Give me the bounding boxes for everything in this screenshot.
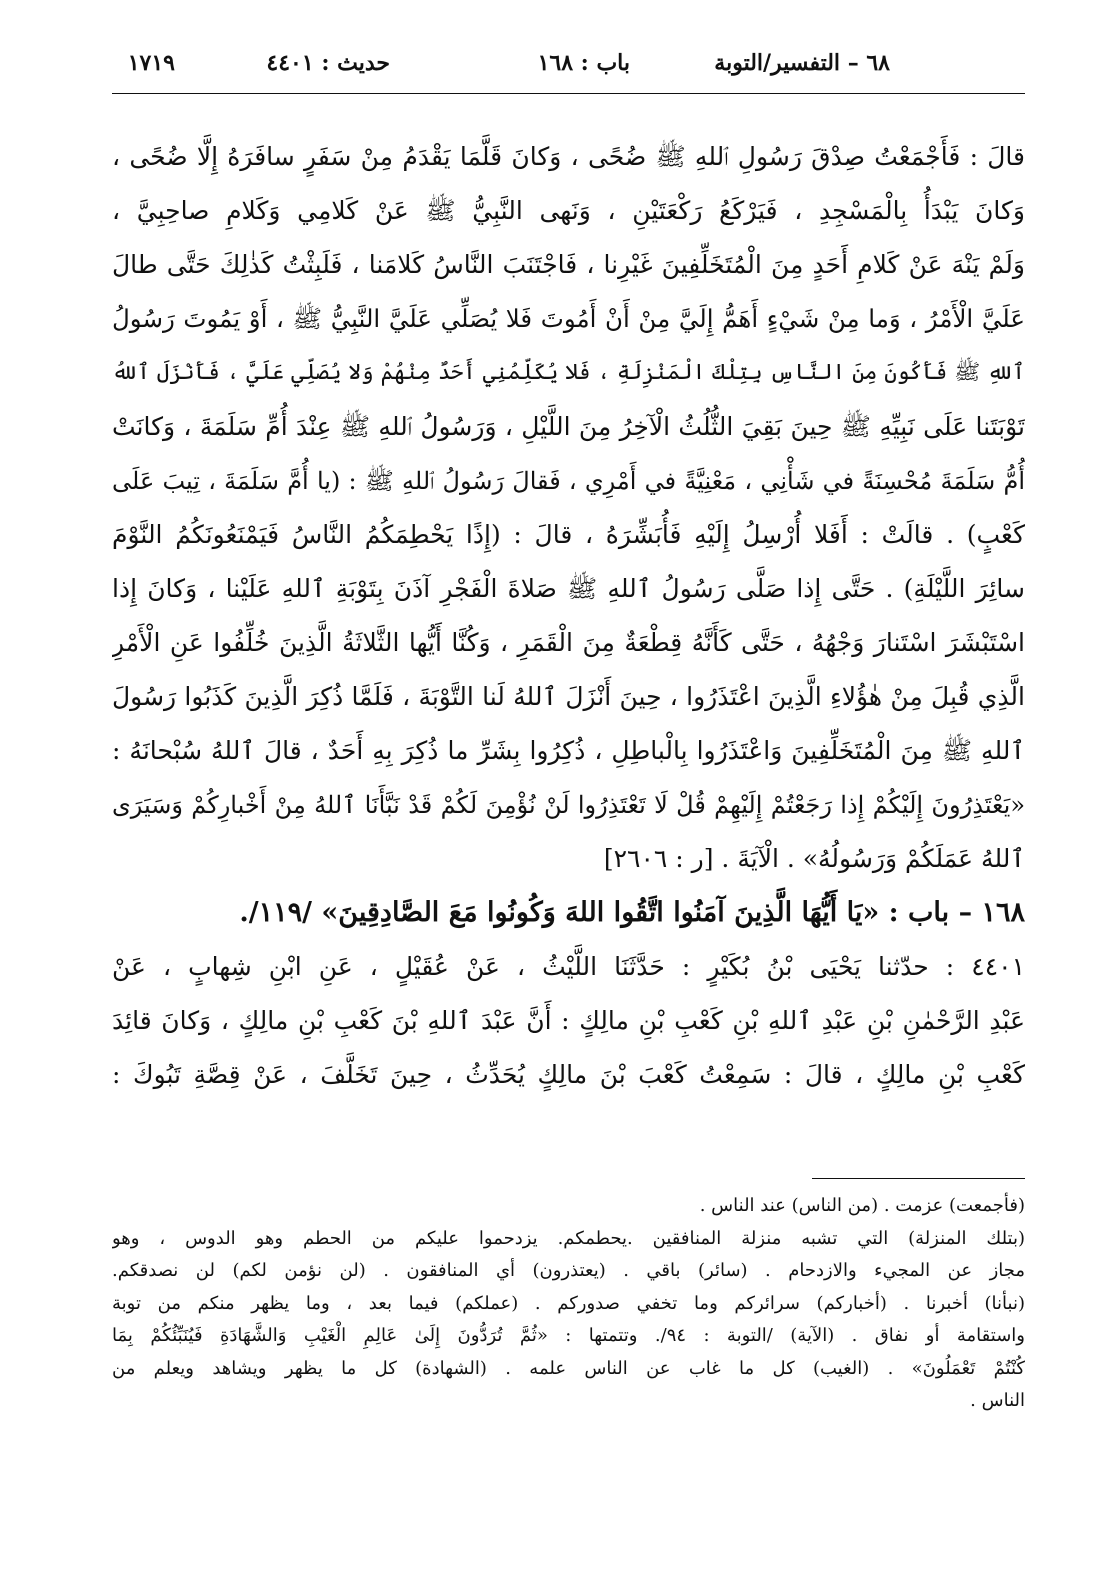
footnote-line: واستقامة أو نفاق . (الآية) /التوبة : ٩٤/. وتتمتها : «ثُمَّ تُرَدُّونَ إِلَىٰ عَالِمِ الْغَيْبِ وَالشَّهَادَةِ فَيُنَبِّئُكُمْ بِمَا <box>112 1325 1025 1346</box>
header-hadith-number: حديث : ٤٤٠١ <box>266 50 390 76</box>
text-line: ٱللهُ عَمَلَكُمْ وَرَسُولُهُ» . الْآيَةَ . [ر : ٢٦٠٦] <box>603 844 1025 873</box>
text-line: اسْتَبْشَرَ اسْتَنارَ وَجْهُهُ ، حَتَّى كَأَنَّهُ قِطْعَةٌ مِنَ الْقَمَرِ ، وَكُنَّا أَيُّها الثَّلاثَةُ الَّذِينَ خُلِّفُوا عَنِ الْأَمْرِ <box>112 628 1025 657</box>
header-divider <box>112 93 1025 94</box>
page-number: ١٧١٩ <box>127 50 175 76</box>
header-bab-number: باب : ١٦٨ <box>537 50 630 76</box>
text-line: كَعْبٍ) . قالَتْ : أَفَلا أُرْسِلُ إِلَيْهِ فَأُبَشِّرَهُ ، قالَ : (إِذًا يَحْطِمَكُمُ النَّاسُ فَيَمْنَعُونَكُمُ النَّوْمَ <box>112 520 1025 549</box>
text-line: أُمُّ سَلَمَةَ مُحْسِنَةً في شَأْنِي ، مَعْنِيَّةً في أَمْرِي ، فَقالَ رَسُولُ ٱللهِ ﷺ : (يا أُمَّ سَلَمَةَ ، تِيبَ عَلَى <box>112 467 1025 495</box>
footnote-line: كُنْتُمْ تَعْمَلُونَ» . (الغيب) كل ما غاب عن الناس علمه . (الشهادة) كل ما يظهر ويشاهد ويعلم من <box>112 1357 1025 1379</box>
text-line: سائِرَ اللَّيْلَةِ) . حَتَّى إِذا صَلَّى رَسُولُ ٱللهِ ﷺ صَلاةَ الْفَجْرِ آذَنَ بِتَوْبَةِ ٱللهِ عَلَيْنا ، وَكانَ إِذا <box>112 574 1025 603</box>
header-chapter-title: ٦٨ – التفسير/التوبة <box>714 50 890 76</box>
text-line: عَلَيَّ الْأَمْرُ ، وَما مِنْ شَيْءٍ أَهَمُّ إِلَيَّ مِنْ أَنْ أَمُوتَ فَلا يُصَلِّي عَلَيَّ النَّبِيُّ ﷺ ، أَوْ يَمُوتَ رَسُولُ <box>112 304 1025 333</box>
hadith-line: ٤٤٠١ : حدّثنا يَحْيَى بْنُ بُكَيْرٍ : حَدَّثَنَا اللَّيْثُ ، عَنْ عُقَيْلٍ ، عَنِ ابْنِ شِهابٍ ، عَنْ <box>112 952 1025 981</box>
hadith-line: عَبْدِ الرَّحْمٰنِ بْنِ عَبْدِ ٱللهِ بْنِ كَعْبِ بْنِ مالِكٍ : أَنَّ عَبْدَ ٱللهِ بْنَ كَعْبِ بْنِ مالِكٍ ، وَكانَ قائِدَ <box>112 1006 1025 1035</box>
footnote-line: (فأجمعت) عزمت . (من الناس) عند الناس . <box>699 1195 1025 1216</box>
footnote-divider <box>812 1178 1025 1179</box>
footnotes <box>112 1190 1025 1418</box>
text-line: قالَ : فَأَجْمَعْتُ صِدْقَ رَسُولِ ٱللهِ ﷺ ضُحًى ، وَكانَ قَلَّمَا يَقْدَمُ مِنْ سَفَرٍ سافَرَهُ إِلَّا ضُحًى ، <box>112 142 1025 171</box>
text-line: ٱللهِ ﷺ فَأَكُونَ مِنَ النَّاسِ بِتِلْكَ الْمَنْزِلَةِ ، فَلا يُكَلِّمُنِي أَحَدٌ مِنْهُمْ وَلا يُصَلِّي عَلَيَّ ، فَأَنْزَلَ ٱللهُ <box>112 360 1025 385</box>
chapter-heading: ١٦٨ – باب : «يَا أَيُّهَا الَّذِينَ آمَنُوا اتَّقُوا اللهَ وَكُونُوا مَعَ الصَّادِقِينَ» /١١٩/. <box>239 897 1025 928</box>
footnote-line: (نبأنا) أخبرنا . (أخباركم) سرائركم وما تخفي صدوركم . (عملكم) فيما بعد ، وما يظهر منكم من توبة <box>112 1292 1025 1314</box>
text-line: وَكانَ يَبْدَأُ بِالْمَسْجِدِ ، فَيَرْكَعُ رَكْعَتَيْنِ ، وَنَهى النَّبِيُّ ﷺ عَنْ كَلامِي وَكَلامِ صاحِبِيَّ ، <box>112 196 1025 225</box>
text-line: «يَعْتَذِرُونَ إِلَيْكُمْ إِذا رَجَعْتُمْ إِلَيْهِمْ قُلْ لَا تَعْتَذِرُوا لَنْ نُؤْمِنَ لَكُمْ قَدْ نَبَّأَنَا ٱللهُ مِنْ أَخْبارِكُمْ وَسَيَرَى <box>112 791 1025 819</box>
text-line: ٱللهِ ﷺ مِنَ الْمُتَخَلِّفِينَ وَاعْتَذَرُوا بِالْباطِلِ ، ذُكِرُوا بِشَرِّ ما ذُكِرَ بِهِ أَحَدٌ ، قالَ ٱللهُ سُبْحانَهُ : <box>112 736 1025 765</box>
text-line: تَوْبَتَنا عَلَى نَبِيِّهِ ﷺ حِينَ بَقِيَ الثُّلُثُ الْآخِرُ مِنَ اللَّيْلِ ، وَرَسُولُ ٱللهِ ﷺ عِنْدَ أُمِّ سَلَمَةَ ، وَكانَتْ <box>112 412 1025 441</box>
text-line: الَّذِي قُبِلَ مِنْ هٰؤُلاءِ الَّذِينَ اعْتَذَرُوا ، حِينَ أَنْزَلَ ٱللهُ لَنا التَّوْبَةَ ، فَلَمَّا ذُكِرَ الَّذِينَ كَذَبُوا رَسُولَ <box>112 682 1025 711</box>
footnote-line: (بتلك المنزلة) التي تشبه منزلة المنافقين .يحطمكم. يزدحموا عليكم من الحطم وهو الدوس ، وهو <box>112 1227 1025 1249</box>
text-line: وَلَمْ يَنْهَ عَنْ كَلامِ أَحَدٍ مِنَ الْمُتَخَلِّفِينَ غَيْرِنا ، فَاجْتَنَبَ النَّاسُ كَلامَنا ، فَلَبِثْتُ كَذٰلِكَ حَتَّى طالَ <box>112 250 1025 279</box>
main-text <box>112 130 1025 1102</box>
footnote-line: مجاز عن المجيء والازدحام . (سائر) باقي . (يعتذرون) أي المنافقون . (لن نؤمن لكم) لن نصدقكم. <box>112 1260 1025 1281</box>
footnote-line: الناس . <box>970 1390 1025 1411</box>
hadith-line: كَعْبِ بْنِ مالِكٍ ، قالَ : سَمِعْتُ كَعْبَ بْنَ مالِكٍ يُحَدِّثُ ، حِينَ تَخَلَّفَ ، عَنْ قِصَّةِ تَبُوكَ : <box>112 1060 1025 1089</box>
